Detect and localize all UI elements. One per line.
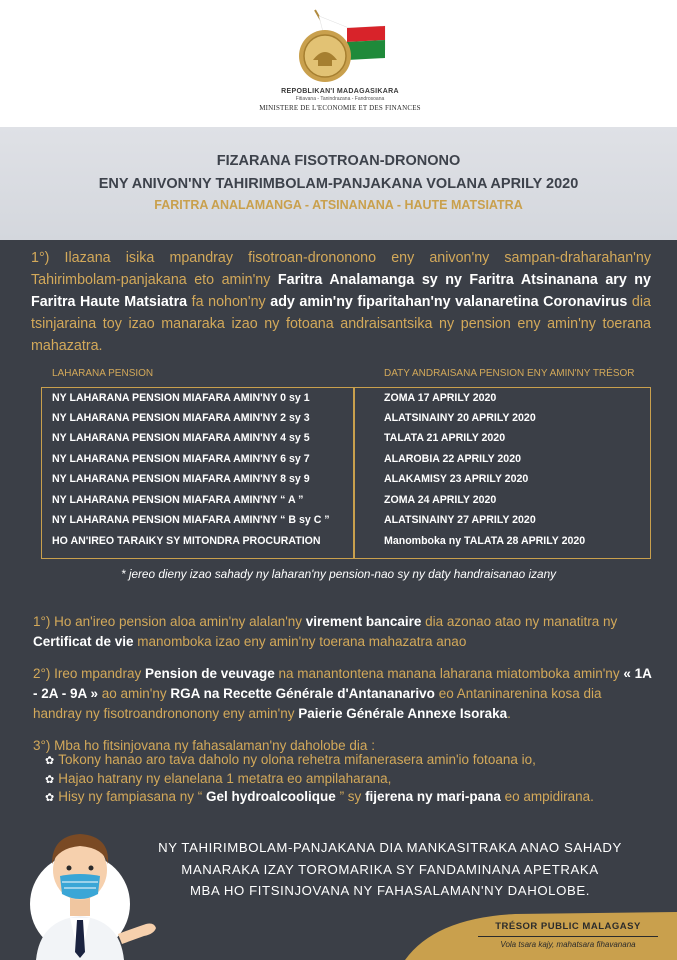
title-regions: FARITRA ANALAMANGA - ATSINANANA - HAUTE MATSIATRA — [154, 198, 523, 212]
title-line-1: FIZARANA FISOTROAN-DRONONO — [216, 153, 461, 169]
date-cell: ZOMA 17 APRILY 2020 — [384, 392, 497, 404]
health-bullet: ✿ Tokony hanao aro tava daholo ny olona rehetra mifanerasera amin'io fotoana io, — [45, 752, 536, 767]
ministry-name: MINISTERE DE L'ECONOMIE ET DES FINANCES — [259, 104, 421, 112]
national-motto: Fitiavana - Tanindrazana - Fandrosoana — [295, 96, 385, 102]
table-row — [0, 494, 677, 514]
table-footnote: * jereo dieny izao sahady ny laharan'ny pension-nao sy ny daty handraisanao izany — [120, 567, 557, 581]
closing-line-2: MANARAKA IZAY TOROMARIKA SY FANDAMINANA APETRAKA — [181, 862, 599, 877]
table-row — [0, 535, 677, 555]
health-bullet: ✿ Hisy ny fampiasana ny “ Gel hydroalcoolique ” sy fijerena ny mari-pana eo ampidirana. — [45, 789, 594, 804]
table-row — [0, 412, 677, 432]
closing-line-3: MBA HO FITSINJOVANA NY FAHASALAMAN'NY DAHOLOBE. — [189, 883, 591, 898]
table-row — [0, 514, 677, 534]
pension-cell: NY LAHARANA PENSION MIAFARA AMIN'NY “ A ” — [52, 494, 304, 506]
pension-cell: NY LAHARANA PENSION MIAFARA AMIN'NY 8 sy 9 — [52, 473, 310, 485]
gear-bullet-icon: ✿ — [45, 774, 55, 786]
paragraph-veuvage: 2°) Ireo mpandray Pension de veuvage na manantontena manana laharana miatomboka amin'ny « 1A - 2A - 9A » ao amin'ny RGA na Recette Générale d'Antananarivo eo Antaninarenina kosa dia handray ny fisotroandrononony eny amin'ny Paierie Générale Annexe Isoraka. — [33, 666, 652, 721]
pension-cell: NY LAHARANA PENSION MIAFARA AMIN'NY “ B sy C ” — [52, 514, 330, 526]
date-cell: ALAROBIA 22 APRILY 2020 — [384, 453, 521, 465]
tresor-slogan: Vola tsara kajy, mahatsara fihavanana — [500, 940, 636, 949]
pension-cell: NY LAHARANA PENSION MIAFARA AMIN'NY 4 sy 5 — [52, 432, 310, 444]
republic-name: REPOBLIKAN'I MADAGASIKARA — [281, 88, 399, 95]
header-area — [0, 0, 677, 127]
date-cell: TALATA 21 APRILY 2020 — [384, 432, 506, 444]
table-row — [0, 453, 677, 473]
date-cell: ALAKAMISY 23 APRILY 2020 — [384, 473, 529, 485]
table-header-pension: LAHARANA PENSION — [52, 368, 154, 379]
pension-cell: NY LAHARANA PENSION MIAFARA AMIN'NY 0 sy 1 — [52, 392, 310, 404]
date-cell: Manomboka ny TALATA 28 APRILY 2020 — [384, 535, 586, 547]
republic-seal-logo — [285, 8, 395, 98]
table-header-date: DATY ANDRAISANA PENSION ENY AMIN'NY TRÉSOR — [384, 368, 635, 379]
title-line-2: ENY ANIVON'NY TAHIRIMBOLAM-PANJAKANA VOLANA APRILY 2020 — [98, 176, 579, 192]
gear-bullet-icon: ✿ — [45, 755, 55, 767]
table-row — [0, 392, 677, 412]
table-row — [0, 432, 677, 452]
paragraph-health-heading: 3°) Mba ho fitsinjovana ny fahasalaman'ny daholobe dia : — [33, 738, 375, 753]
paragraph-virement: 1°) Ho an'ireo pension aloa amin'ny alalan'ny virement bancaire dia azonao atao ny manatitra ny Certificat de vie manomboka izao eny amin'ny toerana mahazatra anao — [33, 614, 618, 649]
intro-paragraph: 1°) Ilazana isika mpandray fisotroan-drononono eny anivon'ny sampan-draharahan'ny Tahirimbolam-panjakana eto amin'ny Faritra Analamanga sy ny Faritra Atsinanana ary ny Faritra Haute Matsiatra fa nohon'ny ady amin'ny fiparitahan'ny valanaretina Coronavirus dia tsinjaraina toy izao manaraka izao ny fotoana andraisantsika ny pension eny amin'ny toerana mahazatra. — [31, 250, 651, 354]
date-cell: ZOMA 24 APRILY 2020 — [384, 494, 497, 506]
closing-line-1: NY TAHIRIMBOLAM-PANJAKANA DIA MANKASITRAKA ANAO SAHADY — [158, 840, 622, 855]
table-row — [0, 473, 677, 493]
gear-bullet-icon: ✿ — [45, 792, 55, 804]
date-cell: ALATSINAINY 20 APRILY 2020 — [384, 412, 536, 424]
tresor-brand-name: TRÉSOR PUBLIC MALAGASY — [495, 921, 641, 932]
pension-cell: HO AN'IREO TARAIKY SY MITONDRA PROCURATION — [52, 535, 321, 547]
brand-divider — [478, 936, 658, 937]
pension-cell: NY LAHARANA PENSION MIAFARA AMIN'NY 2 sy 3 — [52, 412, 310, 424]
pension-cell: NY LAHARANA PENSION MIAFARA AMIN'NY 6 sy 7 — [52, 453, 310, 465]
date-cell: ALATSINAINY 27 APRILY 2020 — [384, 514, 536, 526]
health-bullet: ✿ Hajao hatrany ny elanelana 1 metatra eo ampilaharana, — [45, 771, 392, 786]
